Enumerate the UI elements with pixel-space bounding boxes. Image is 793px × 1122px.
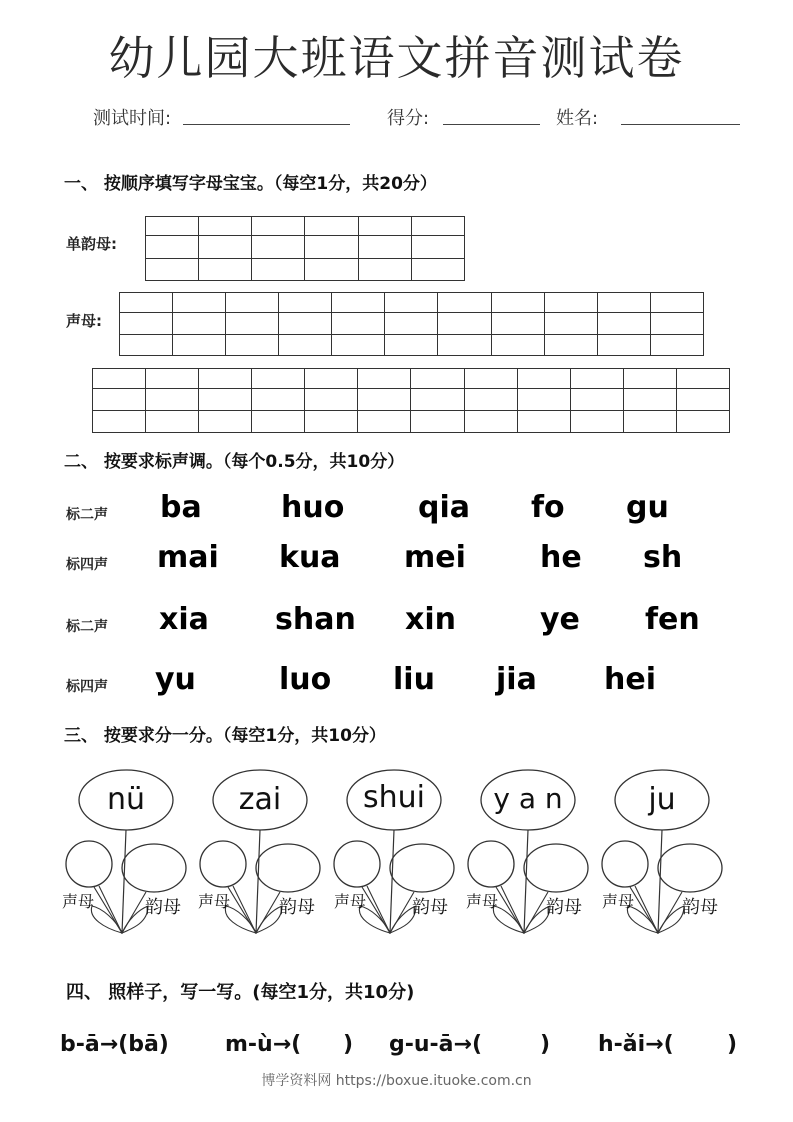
tone-row-label: 标四声 [66, 557, 108, 573]
final-answer-ellipse[interactable] [122, 844, 186, 892]
initial-label: 声母 [466, 892, 499, 911]
pinyin-syllable: ye [540, 602, 580, 637]
final-answer-ellipse[interactable] [524, 844, 588, 892]
name-label: 姓名: [556, 108, 599, 129]
flower-syllable: zai [238, 782, 282, 817]
pinyin-syllable: xia [159, 602, 209, 637]
pinyin-syllable: xin [405, 602, 456, 637]
flower-syllable: ju [648, 782, 676, 817]
answer-blank[interactable] [680, 1032, 724, 1060]
pinyin-syllable: sh [643, 540, 683, 575]
footer-watermark: 博学资料网 https://boxue.ituoke.com.cn [261, 1073, 532, 1089]
pinyin-syllable: gu [626, 490, 669, 525]
score-label: 得分: [387, 108, 430, 129]
exercise-close-paren: ) [343, 1032, 354, 1057]
initial-answer-circle[interactable] [200, 842, 246, 888]
tone-row-label: 标二声 [66, 619, 108, 635]
tone-row-label: 标四声 [66, 679, 108, 695]
initial-answer-circle[interactable] [66, 842, 112, 888]
initial-label: 声母 [602, 892, 635, 911]
final-label: 韵母 [145, 897, 181, 918]
initial-label: 声母 [62, 892, 95, 911]
pinyin-syllable: mei [404, 540, 466, 575]
pinyin-syllable: hei [604, 662, 656, 697]
tone-row-label: 标二声 [66, 507, 108, 523]
section-2-heading: 二、 按要求标声调。（每个0.5分，共10分） [64, 452, 405, 472]
pinyin-syllable: mai [157, 540, 219, 575]
answer-blank[interactable] [305, 1032, 341, 1060]
exercise-prompt: g-u-ā→( [389, 1032, 483, 1057]
vowel-grid-label: 单韵母: [66, 235, 117, 253]
section-4-heading: 四、 照样子，写一写。(每空1分，共10分) [66, 982, 415, 1003]
pinyin-syllable: shan [275, 602, 356, 637]
pinyin-syllable: fo [531, 490, 565, 525]
exercise-prompt: h-ǎi→( [598, 1032, 674, 1057]
pinyin-syllable: kua [279, 540, 341, 575]
pinyin-syllable: liu [393, 662, 435, 697]
pinyin-syllable: luo [279, 662, 332, 697]
pinyin-syllable: qia [418, 490, 471, 525]
final-answer-ellipse[interactable] [256, 844, 320, 892]
initial-grid-label: 声母: [66, 312, 102, 330]
exercise-close-paren: ) [727, 1032, 738, 1057]
section-3-heading: 三、 按要求分一分。（每空1分，共10分） [64, 726, 386, 746]
final-answer-ellipse[interactable] [390, 844, 454, 892]
exercise-prompt: m-ù→( [225, 1032, 302, 1057]
answer-blank[interactable] [490, 1032, 538, 1060]
pinyin-syllable: he [540, 540, 582, 575]
initial-answer-circle[interactable] [334, 842, 380, 888]
pinyin-syllable: fen [645, 602, 700, 637]
initial-label: 声母 [198, 892, 231, 911]
exercise-close-paren: ) [540, 1032, 551, 1057]
flower-syllable: nü [106, 782, 146, 817]
flower-syllable: y a n [493, 782, 563, 815]
final-label: 韵母 [682, 897, 718, 918]
pinyin-syllable: jia [496, 662, 537, 697]
final-answer-ellipse[interactable] [658, 844, 722, 892]
test-time-label: 测试时间: [93, 108, 172, 129]
example-item: b-ā→(bā) [60, 1032, 169, 1057]
pinyin-syllable: ba [160, 490, 202, 525]
section-1-heading: 一、 按顺序填写字母宝宝。（每空1分，共20分） [64, 174, 437, 194]
flower-syllable: shui [363, 780, 425, 815]
initial-answer-circle[interactable] [468, 842, 514, 888]
final-label: 韵母 [546, 897, 582, 918]
final-label: 韵母 [412, 897, 448, 918]
pinyin-syllable: yu [155, 662, 196, 697]
initial-answer-circle[interactable] [602, 842, 648, 888]
initial-label: 声母 [334, 892, 367, 911]
final-label: 韵母 [279, 897, 315, 918]
pinyin-syllable: huo [281, 490, 345, 525]
page-title: 幼儿园大班语文拼音测试卷 [108, 31, 685, 85]
